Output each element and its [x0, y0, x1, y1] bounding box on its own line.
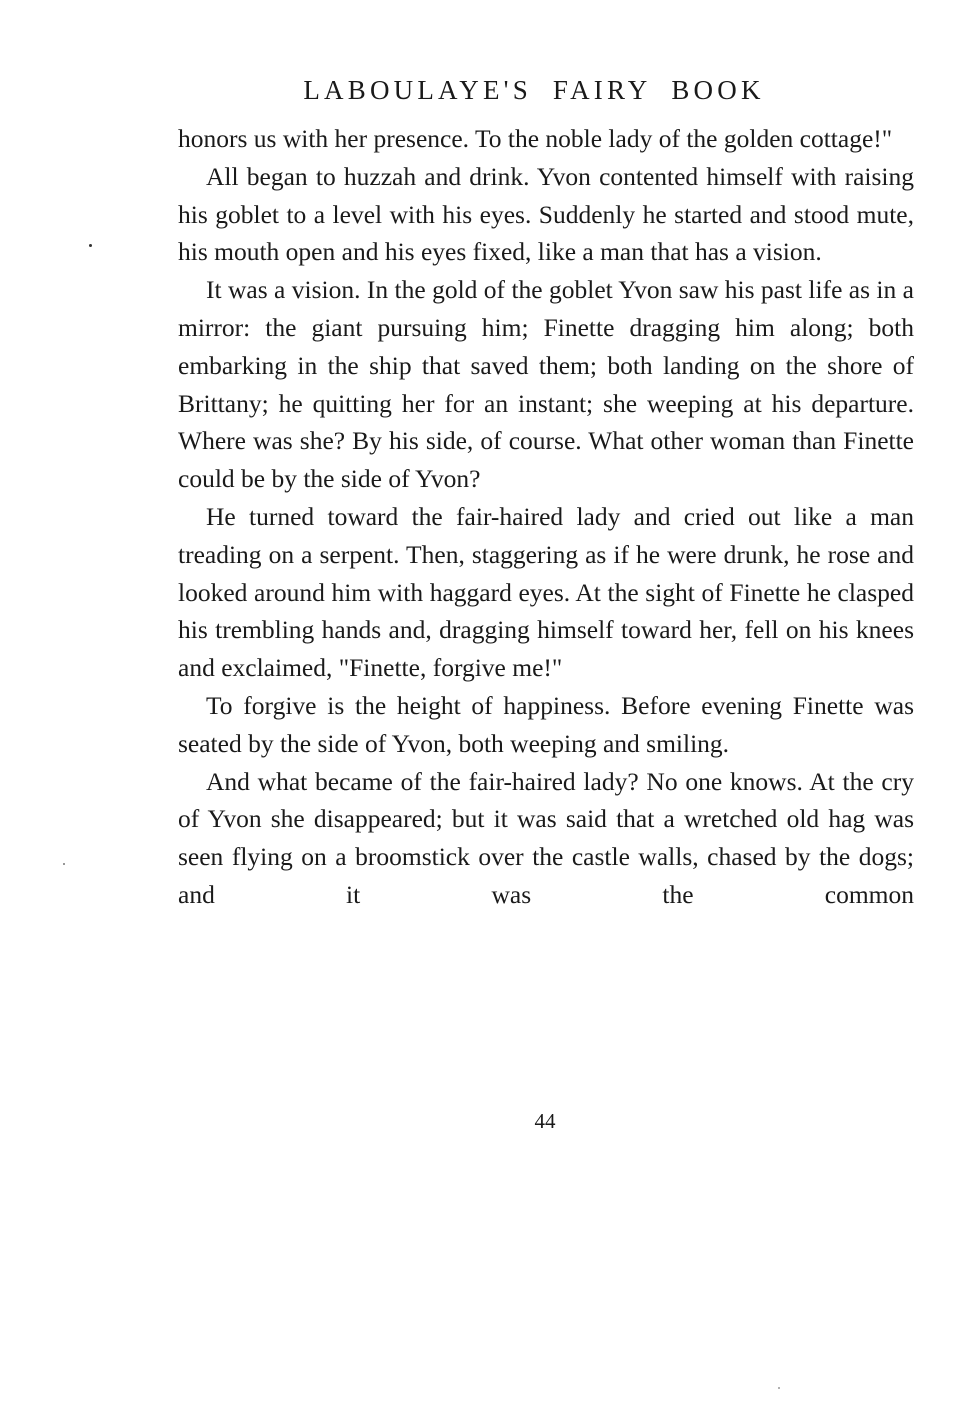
- running-head-title: LABOULAYE'S FAIRY BOOK: [303, 75, 765, 105]
- body-text: [178, 120, 914, 914]
- paragraph: It was a vision. In the gold of the goblet Yvon saw his past life as in a mirror: the giant pursuing him; Finette dragging him along; both embarking in the ship that saved them; both landing on the shore of Brittany; he quitting her for an instant; she weeping at his departure. Where was she? By his side, of course. What other woman than Finette could be by the side of Yvon?: [178, 275, 914, 494]
- paragraph-continues-next-page: And what became of the fair-haired lady? No one knows. At the cry of Yvon she disappeared; but it was said that a wretched old hag was seen flying on a broomstick over the castle walls, chased by the dogs; and it was the common: [178, 766, 914, 909]
- paragraph: To forgive is the height of happiness. Before evening Finette was seated by the side of Yvon, both weeping and smiling.: [178, 690, 914, 758]
- scan-speck: [778, 1387, 780, 1389]
- paragraph: He turned toward the fair-haired lady and cried out like a man treading on a serpent. Then, staggering as if he were drunk, he rose and looked around him with haggard eyes. At the sight of Finette he clasped his trembling hands and, dragging himself toward her, fell on his knees and exclaimed, "Finette, forgive me!": [178, 501, 914, 683]
- scan-speck: [89, 244, 92, 247]
- page-number: 44: [534, 1109, 556, 1133]
- paragraph-continued: honors us with her presence. To the noble lady of the golden cottage!": [178, 124, 893, 153]
- scan-speck: [63, 863, 65, 865]
- paragraph: All began to huzzah and drink. Yvon contented himself with raising his goblet to a level with his eyes. Suddenly he started and stood mute, his mouth open and his eyes fixed, like a man that has a vision.: [178, 161, 914, 267]
